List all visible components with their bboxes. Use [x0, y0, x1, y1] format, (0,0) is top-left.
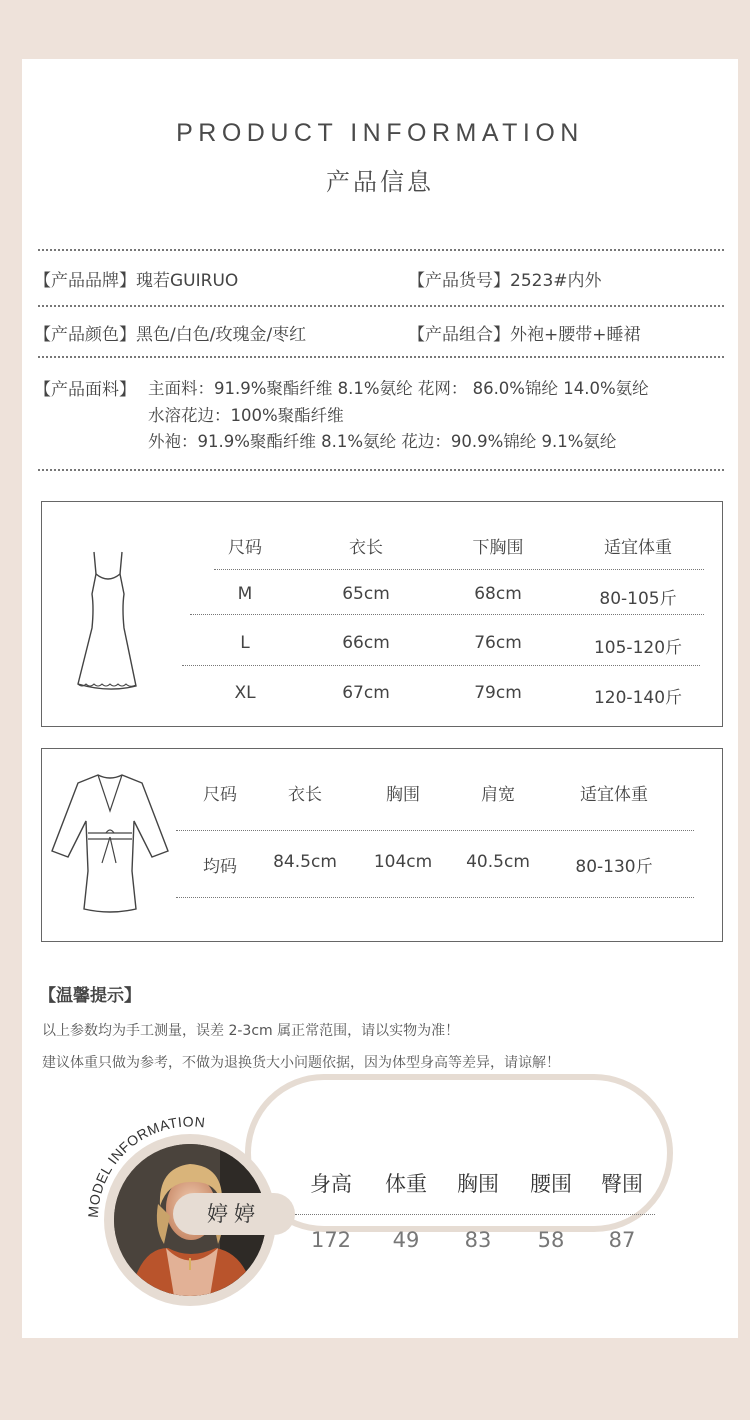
table-divider	[182, 665, 700, 666]
robe-size-table	[41, 748, 723, 942]
info-brand	[34, 266, 238, 291]
table-cell: 104cm	[373, 852, 433, 872]
info-fabric-line: 外袍：91.9%聚酯纤维 8.1%氨纶 花边：90.9%锦纶 9.1%氨纶	[148, 432, 617, 451]
model-stat-value: 83	[464, 1228, 492, 1252]
model-stat-label: 身高	[310, 1172, 352, 1196]
table-divider	[176, 897, 694, 898]
info-color-key: 【产品颜色】	[34, 325, 136, 345]
table-cell: 65cm	[342, 584, 390, 604]
table-divider	[214, 569, 704, 570]
model-stat-label: 腰围	[530, 1172, 572, 1196]
table-cell: 68cm	[474, 584, 522, 604]
table-divider	[176, 830, 694, 831]
table-header-cell: 衣长	[349, 538, 383, 558]
table-header-cell: 衣长	[288, 785, 322, 805]
tips-title: 【温馨提示】	[39, 986, 141, 1006]
table-header-cell: 尺码	[228, 538, 262, 558]
table-header-cell: 尺码	[203, 785, 237, 805]
model-stat-label: 臀围	[601, 1172, 643, 1196]
table-cell: 66cm	[342, 633, 390, 653]
info-sku-value: 2523#内外	[510, 271, 602, 291]
table-divider	[190, 614, 704, 615]
table-cell: 105-120斤	[593, 638, 683, 658]
table-cell: 76cm	[474, 633, 522, 653]
model-stat-label: 体重	[385, 1172, 427, 1196]
table-header-cell: 适宜体重	[580, 785, 648, 805]
model-arc-text: MODEL INFORMATION	[84, 1113, 207, 1219]
table-cell: 79cm	[474, 683, 522, 703]
info-combo-value: 外袍+腰带+睡裙	[510, 325, 641, 345]
model-stat-value: 172	[310, 1228, 352, 1252]
model-stat-value: 58	[537, 1228, 565, 1252]
table-cell: XL	[234, 683, 256, 703]
model-stat-value: 49	[392, 1228, 420, 1252]
model-name-tag: 婷婷	[173, 1193, 295, 1235]
model-divider	[295, 1214, 655, 1215]
robe-icon	[50, 771, 170, 916]
info-color	[34, 320, 306, 345]
slip-dress-icon	[72, 548, 152, 698]
model-stat-label: 胸围	[457, 1172, 499, 1196]
table-cell: L	[240, 633, 250, 653]
divider	[38, 249, 724, 251]
table-header-cell: 胸围	[386, 785, 420, 805]
info-combo	[408, 320, 641, 345]
table-header-cell: 肩宽	[481, 785, 515, 805]
info-combo-key: 【产品组合】	[408, 325, 510, 345]
table-cell: M	[237, 584, 253, 604]
dress-size-table	[41, 501, 723, 727]
table-cell: 67cm	[342, 683, 390, 703]
info-fabric-line: 主面料：91.9%聚酯纤维 8.1%氨纶 花网： 86.0%锦纶 14.0%氨纶	[148, 379, 649, 398]
table-cell: 均码	[203, 857, 237, 877]
info-fabric-key: 【产品面料】	[34, 380, 136, 400]
divider	[38, 305, 724, 307]
model-stat-value: 87	[608, 1228, 636, 1252]
info-brand-value: 瑰若GUIRUO	[136, 271, 239, 291]
page-title-en: PRODUCT INFORMATION	[176, 119, 584, 147]
table-cell: 120-140斤	[593, 688, 683, 708]
tips-line: 建议体重只做为参考，不做为退换货大小问题依据，因为体型身高等差异，请谅解！	[42, 1055, 560, 1071]
table-cell: 40.5cm	[466, 852, 530, 872]
divider	[38, 356, 724, 358]
divider	[38, 469, 724, 471]
info-sku-key: 【产品货号】	[408, 271, 510, 291]
info-color-value: 黑色/白色/玫瑰金/枣红	[136, 325, 307, 345]
page-title-cn: 产品信息	[326, 168, 434, 196]
table-header-cell: 适宜体重	[604, 538, 672, 558]
info-fabric-line: 水溶花边：100%聚酯纤维	[148, 406, 344, 425]
table-cell: 80-130斤	[575, 857, 653, 877]
table-cell: 80-105斤	[599, 589, 677, 609]
info-sku	[408, 266, 602, 291]
table-cell: 84.5cm	[273, 852, 337, 872]
table-header-cell: 下胸围	[472, 538, 524, 558]
tips-line: 以上参数均为手工测量，误差 2-3cm 属正常范围，请以实物为准！	[42, 1023, 460, 1039]
info-brand-key: 【产品品牌】	[34, 271, 136, 291]
